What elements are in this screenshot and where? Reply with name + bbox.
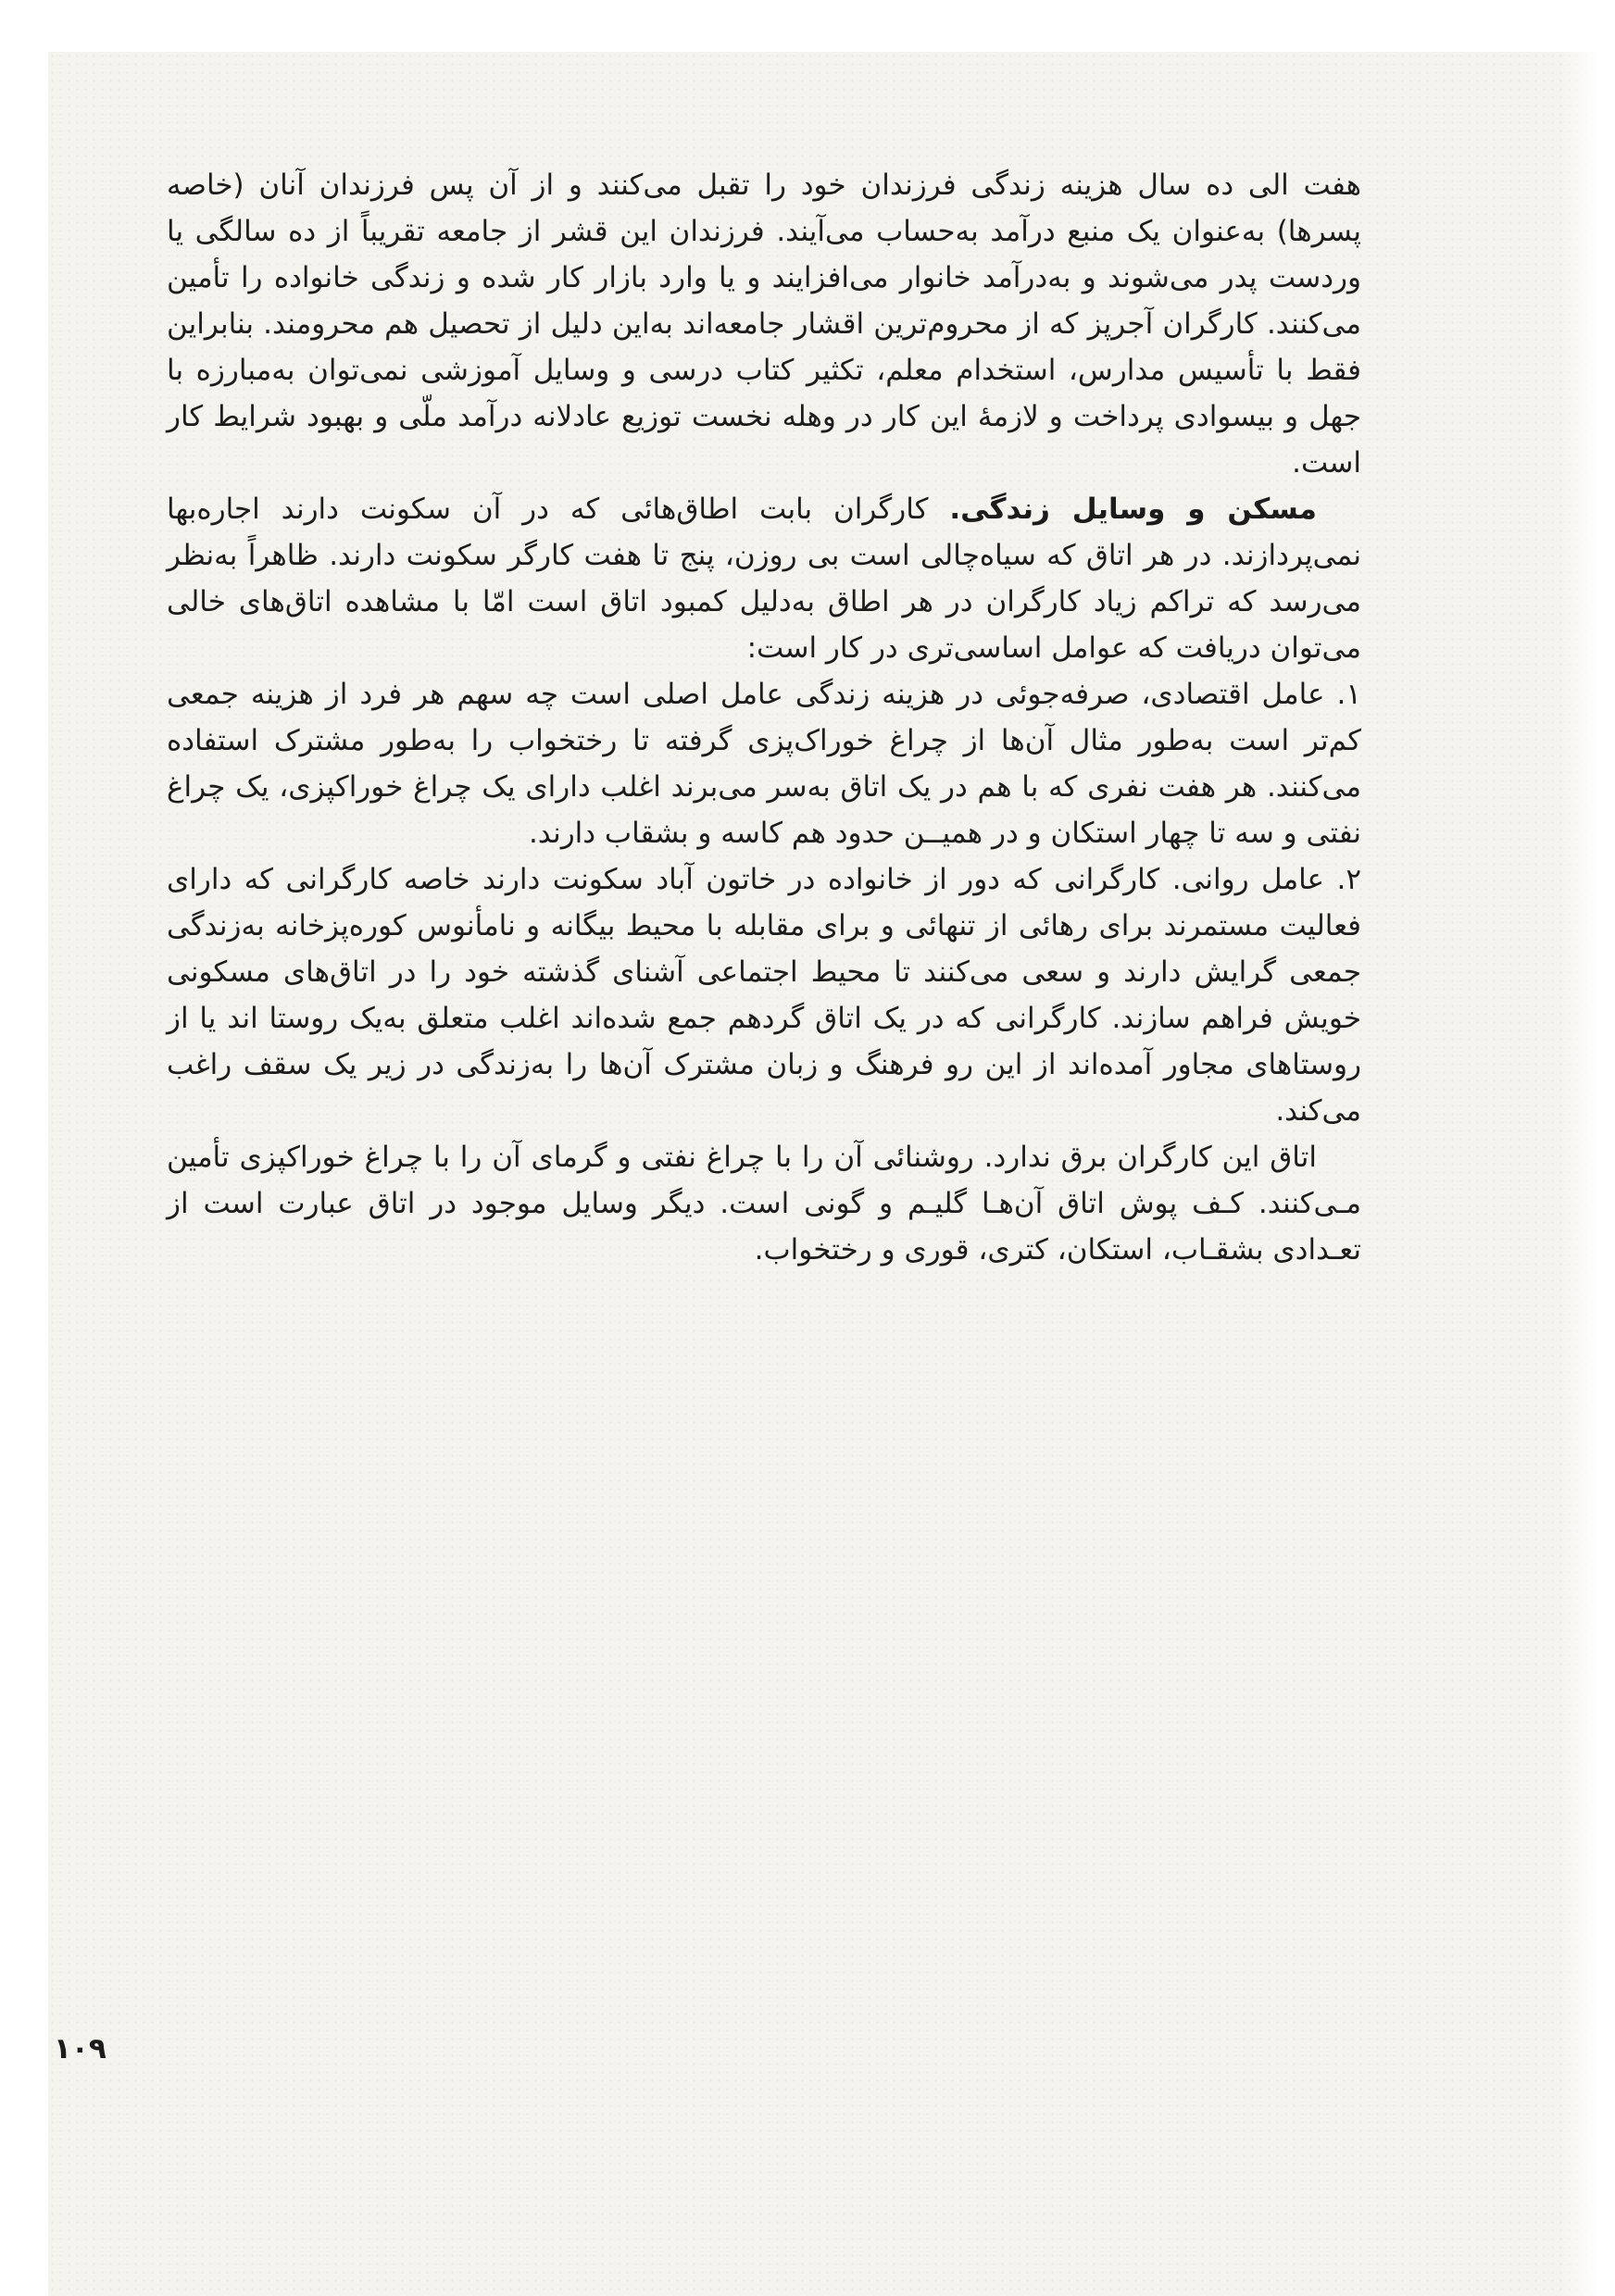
paragraph-1: هفت الی ده سال هزینه زندگی فرزندان خود را تقبل می‌کنند و از آن پس فرزندان آنان (خاصه پسرها) به‌عنوان یک منبع درآمد به‌حساب می‌آیند. فرزندان این قشر از جامعه تقریباً از ده سالگی یا وردست پدر می‌شوند و به‌درآمد خانوار می‌افزایند و یا وارد بازار کار شده و زندگی خانواده را تأمین می‌کنند. کارگران آجرپز که از محروم‌ترین اقشار جامعه‌اند به‌این دلیل از تحصیل هم محرومند. بنابراین فقط با تأسیس مدارس، استخدام معلم، تکثیر کتاب درسی و وسایل آموزشی نمی‌توان به‌مبارزه با جهل و بیسوادی پرداخت و لازمهٔ این کار در وهله نخست توزیع عادلانه درآمد ملّی و بهبود شرایط کار است. [167,168,1361,480]
paragraph-housing [167,486,1361,671]
page-number: ۱۰۹ [54,2032,106,2065]
section-heading-housing: مسکن و وسایل زندگی. [949,493,1318,526]
page-edge [1559,52,1615,2296]
paragraph-psychological-factor: ۲. عامل روانی. کارگرانی که دور از خانواده در خاتون آباد سکونت دارند خاصه کارگرانی که دارای فعالیت مستمرند برای رهائی از تنهائی و برای مقابله با محیط بیگانه و نامأنوس کوره‌پزخانه به‌زندگی جمعی گرایش دارند و سعی می‌کنند تا محیط اجتماعی آشنای گذشته خود را در اتاق‌های مسکونی خویش فراهم سازند. کارگرانی که در یک اتاق گردهم جمع شده‌اند اغلب متعلق به‌یک روستا اند یا از روستاهای مجاور آمده‌اند از این رو فرهنگ و زبان مشترک آن‌ها را به‌زندگی در زیر یک سقف راغب می‌کند. [167,863,1361,1128]
paragraph-housing-body: کارگران بابت اطاق‌هائی که در آن سکونت دارند اجاره‌بها نمی‌پردازند. در هر اتاق که سیاه‌چالی است بی روزن، پنج تا هفت کارگر سکونت دارند. ظاهراً به‌نظر می‌رسد که تراکم زیاد کارگران در هر اطاق به‌دلیل کمبود اتاق است امّا با مشاهده اتاق‌های خالی می‌توان دریافت که عوامل اساسی‌تری در کار است: [167,493,1361,665]
body-text [167,162,1361,1273]
scan-margin [0,0,48,2296]
paragraph-room-description: اتاق این کارگران برق ندارد. روشنائی آن را با چراغ نفتی و گرمای آن را با چراغ خوراکپزی تأمین مـی‌کنند. کـف پوش اتاق آن‌هـا گلیـم و گونی است. دیگر وسایل موجود در اتاق عبارت است از تعـدادی بشقـاب، استکان، کتری، قوری و رختخواب. [167,1141,1361,1267]
paragraph-economic-factor: ۱. عامل اقتصادی، صرفه‌جوئی در هزینه زندگی عامل اصلی است چه سهم هر فرد از هزینه جمعی کم‌تر است به‌طور مثال آن‌ها از چراغ خوراک‌پزی گرفته تا رختخواب را به‌طور مشترک استفاده می‌کنند. هر هفت نفری که با هم در یک اتاق به‌سر می‌برند اغلب دارای یک چراغ خوراکپزی، یک چراغ نفتی و سه تا چهار استکان و در همیــن حدود هم کاسه و بشقاب دارند. [167,678,1361,850]
